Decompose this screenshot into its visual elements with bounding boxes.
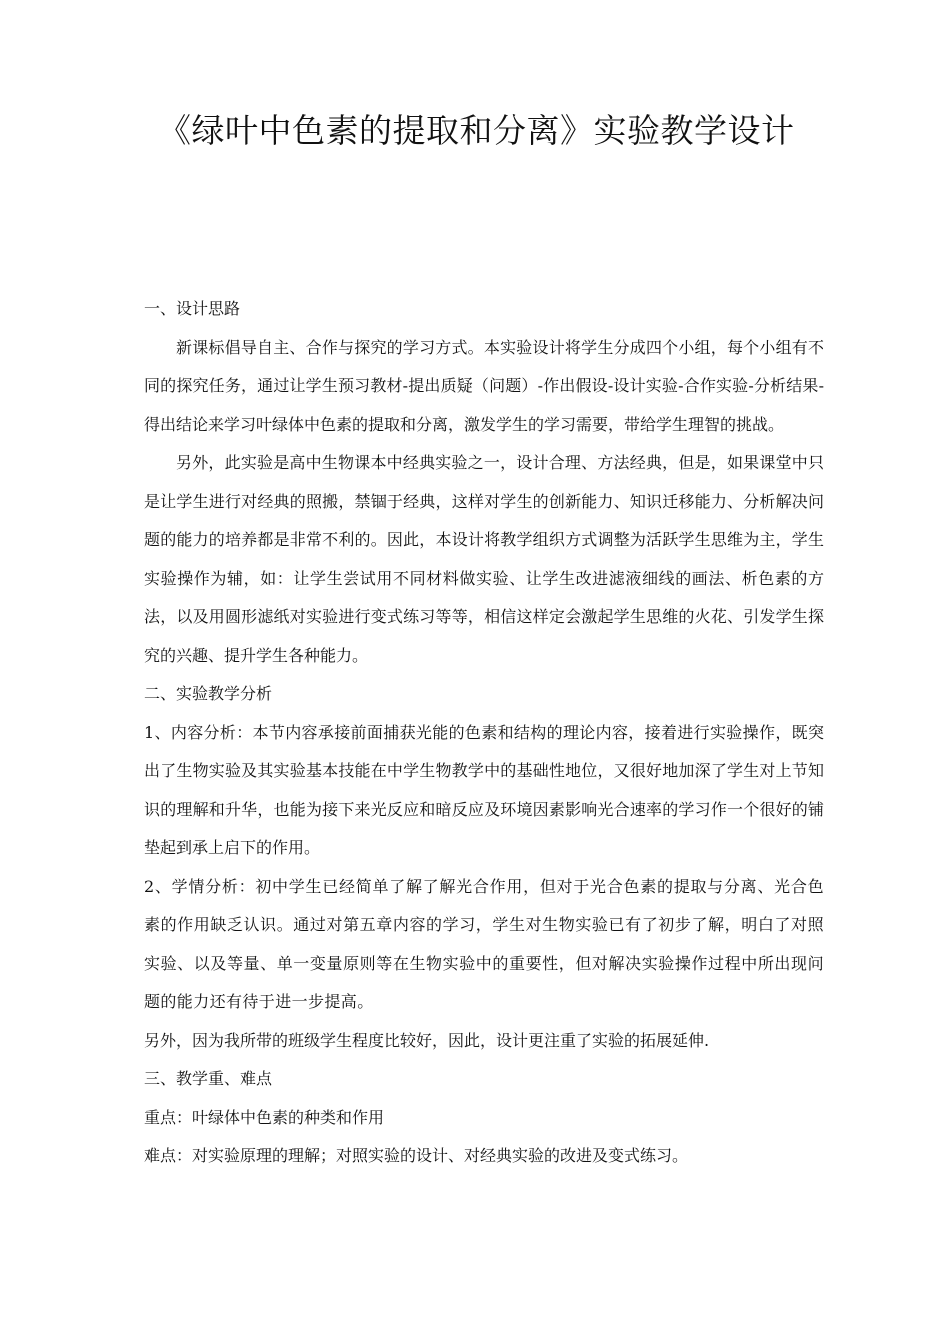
section-heading-analysis: 二、实验教学分析 xyxy=(144,684,273,703)
key-point-line: 重点：叶绿体中色素的种类和作用 xyxy=(144,1107,385,1127)
document-body xyxy=(144,290,824,1176)
student-analysis-paragraph: 2、学情分析：初中学生已经简单了解了解光合作用，但对于光合色素的提取与分离、光合色素的作用缺乏认识。通过对第五章内容的学习，学生对生物实验已有了初步了解，明白了对照实验、以及等量、单一变量原则等在生物实验中的重要性，但对解决实验操作过程中所出现问题的能力还有待于进一步提高。 xyxy=(144,876,824,1011)
section-heading-design-idea: 一、设计思路 xyxy=(144,299,241,318)
design-idea-paragraph-1: 新课标倡导自主、合作与探究的学习方式。本实验设计将学生分成四个小组，每个小组有不同的探究任务，通过让学生预习教材-提出质疑（问题）-作出假设-设计实验-合作实验-分析结果-得出结论来学习叶绿体中色素的提取和分离，激发学生的学习需要，带给学生理智的挑战。 xyxy=(144,337,824,434)
section-heading-key-points: 三、教学重、难点 xyxy=(144,1069,273,1088)
design-idea-paragraph-2: 另外，此实验是高中生物课本中经典实验之一，设计合理、方法经典，但是，如果课堂中只是让学生进行对经典的照搬，禁锢于经典，这样对学生的创新能力、知识迁移能力、分析解决问题的能力的培养都是非常不利的。因此，本设计将教学组织方式调整为活跃学生思维为主，学生实验操作为辅，如：让学生尝试用不同材料做实验、让学生改进滤液细线的画法、析色素的方法，以及用圆形滤纸对实验进行变式练习等等，相信这样定会激起学生思维的火花、引发学生探究的兴趣、提升学生各种能力。 xyxy=(144,453,824,665)
content-analysis-paragraph: 1、内容分析：本节内容承接前面捕获光能的色素和结构的理论内容，接着进行实验操作，既突出了生物实验及其实验基本技能在中学生物教学中的基础性地位，又很好地加深了学生对上节知识的理解和升华，也能为接下来光反应和暗反应及环境因素影响光合速率的学习作一个很好的铺垫起到承上启下的作用。 xyxy=(144,722,824,857)
document-title: 《绿叶中色素的提取和分离》实验教学设计 xyxy=(158,111,795,150)
difficulty-line: 难点：对实验原理的理解；对照实验的设计、对经典实验的改进及变式练习。 xyxy=(144,1146,689,1165)
additional-note-paragraph: 另外，因为我所带的班级学生程度比较好，因此，设计更注重了实验的拓展延伸. xyxy=(144,1030,710,1050)
